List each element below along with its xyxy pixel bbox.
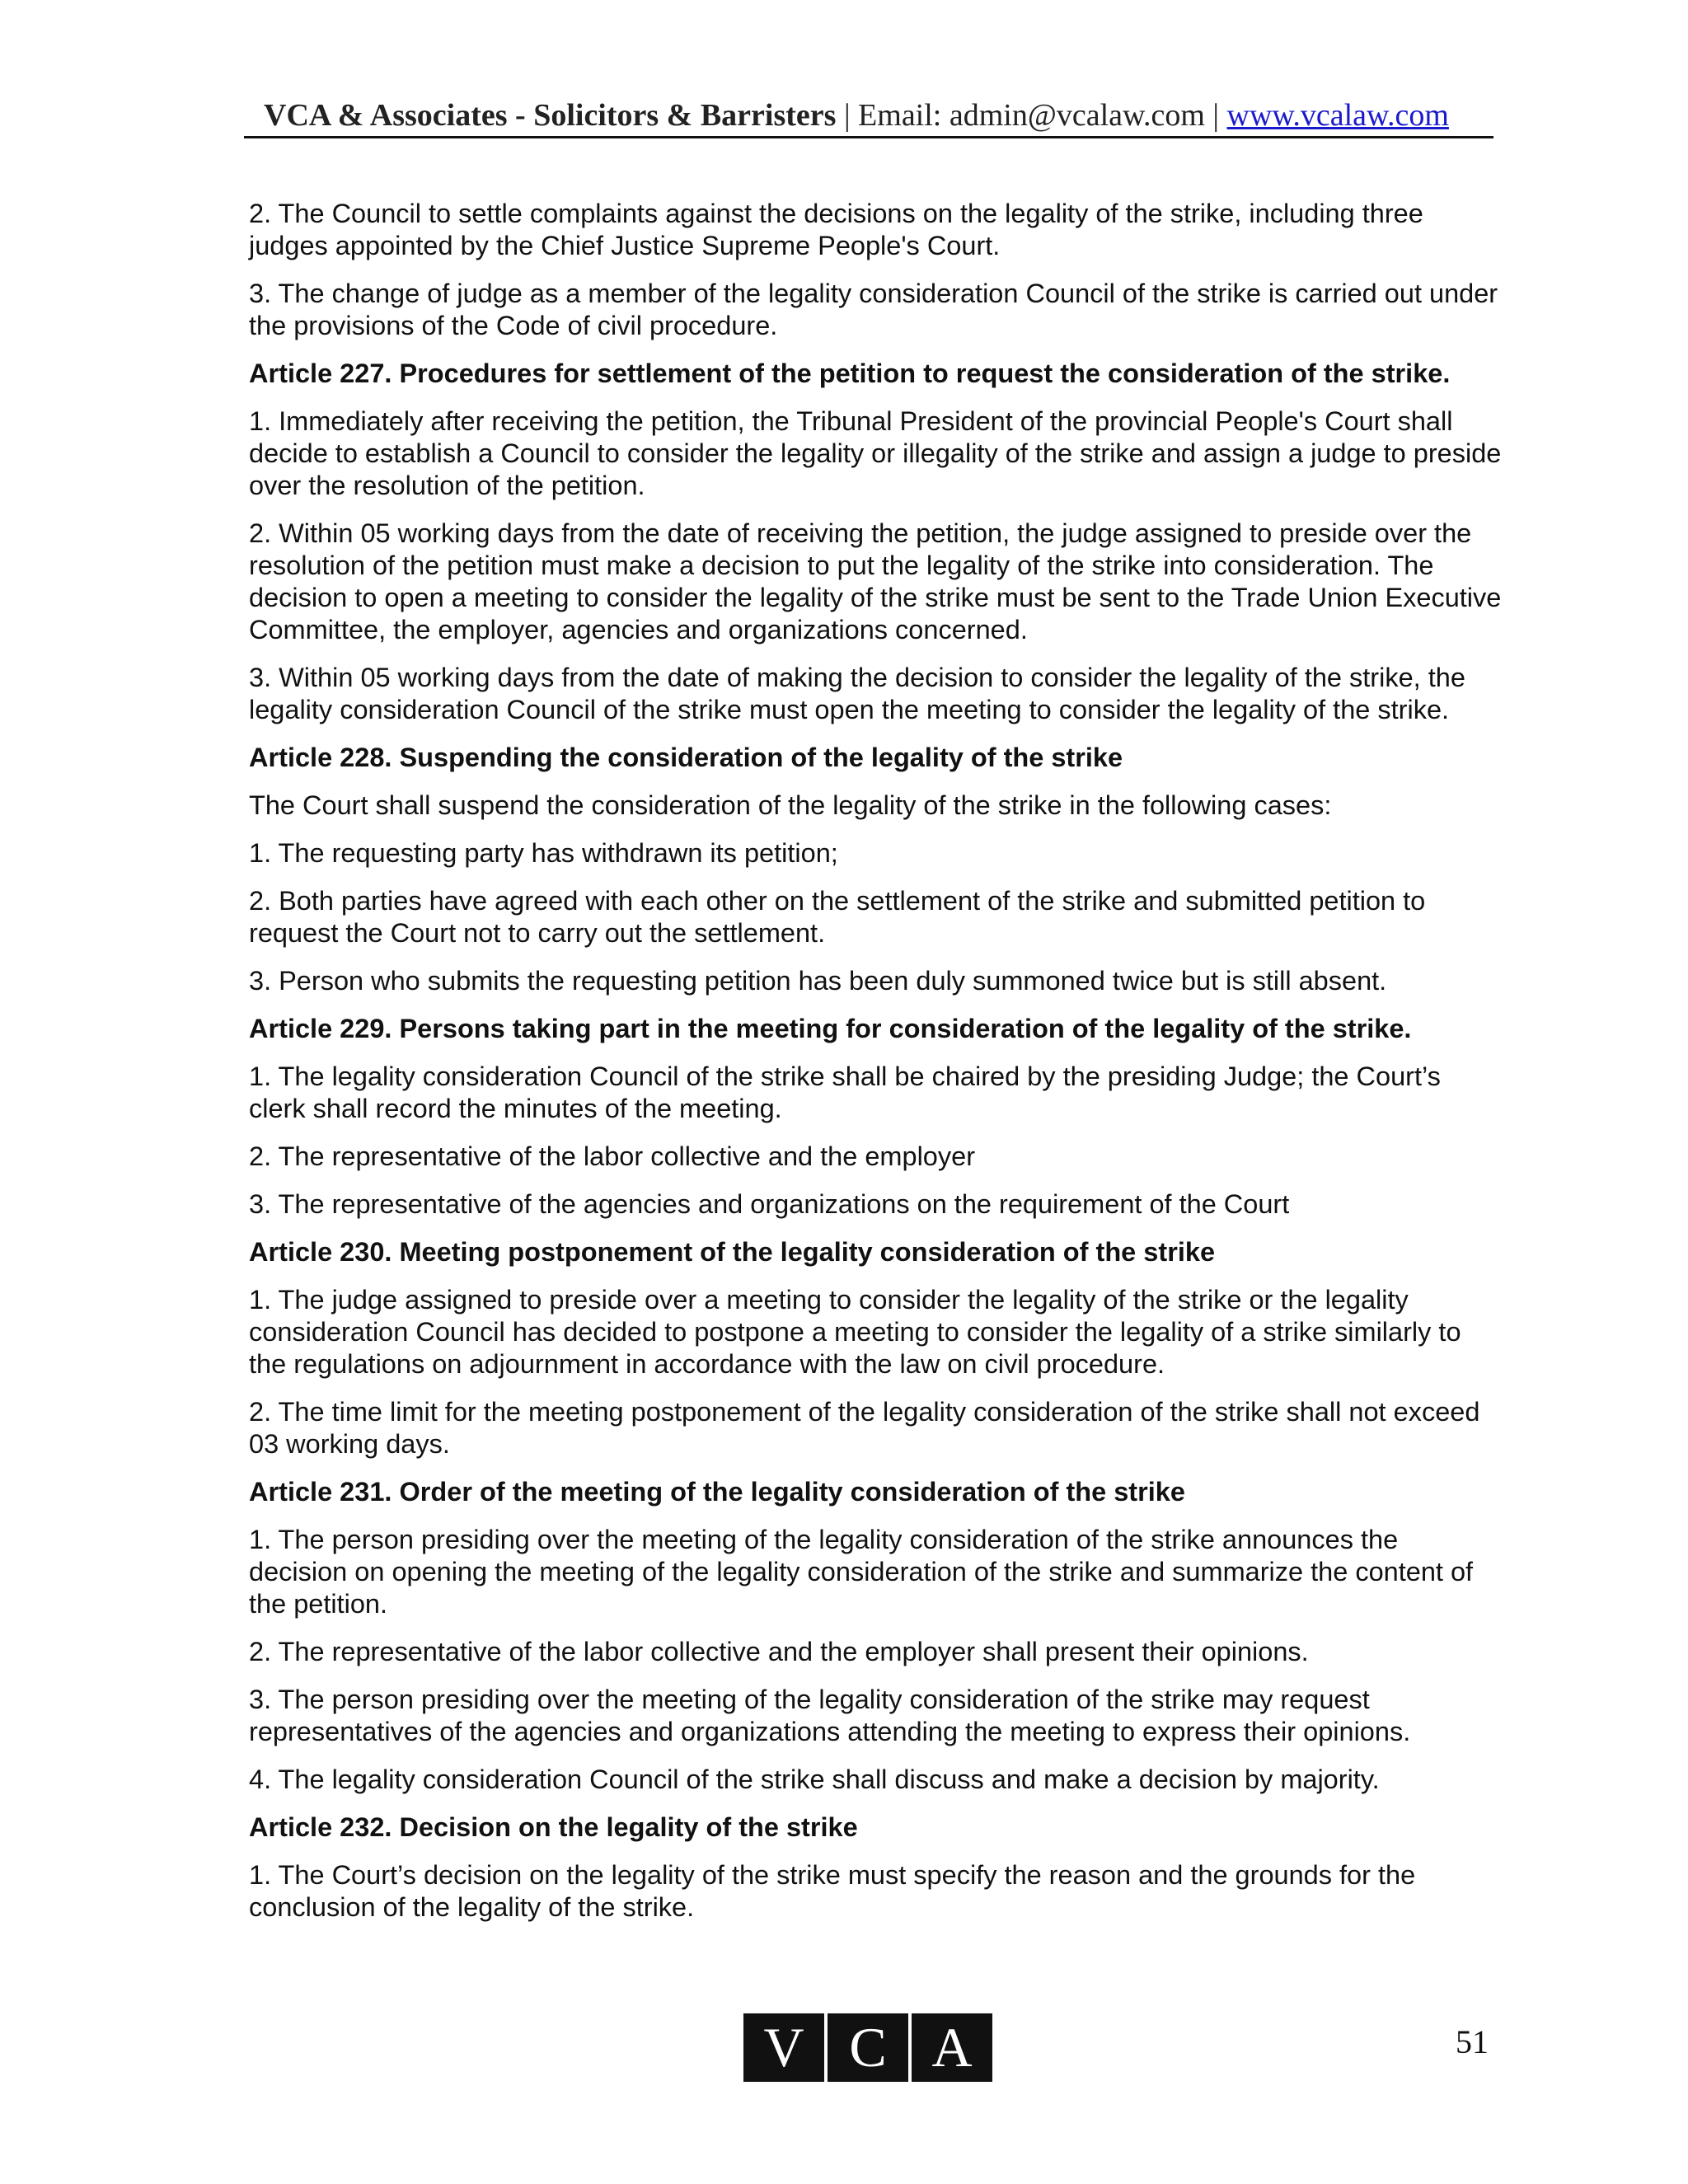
page-header <box>244 92 1493 138</box>
paragraph: 1. The judge assigned to preside over a meeting to consider the legality of the strike or the legality consideration Council has decided to postpone a meeting to consider the legality of a strike similarly to the regulations on adjournment in accordance with the law on civil procedure. <box>249 1285 1461 1379</box>
page-number: 51 <box>1456 2023 1489 2060</box>
vca-logo <box>743 2013 992 2082</box>
paragraph: 3. Within 05 working days from the date of making the decision to consider the legality of the strike, the legality consideration Council of the strike must open the meeting to consider the legality of the strike. <box>249 663 1465 724</box>
paragraph: 2. The representative of the labor collective and the employer <box>249 1141 976 1171</box>
logo-letter-a: A <box>912 2013 992 2082</box>
logo-letter-c: C <box>828 2013 908 2082</box>
paragraph: 3. The representative of the agencies and organizations on the requirement of the Court <box>249 1189 1290 1219</box>
article-heading: Article 229. Persons taking part in the meeting for consideration of the legality of the strike. <box>249 1014 1412 1043</box>
paragraph: 4. The legality consideration Council of the strike shall discuss and make a decision by majority. <box>249 1765 1380 1794</box>
website-link[interactable]: www.vcalaw.com <box>1226 98 1449 133</box>
paragraph: The Court shall suspend the consideration of the legality of the strike in the following cases: <box>249 790 1332 820</box>
paragraph: 1. The legality consideration Council of the strike shall be chaired by the presiding Judge; the Court’s clerk shall record the minutes of the meeting. <box>249 1062 1441 1123</box>
paragraph: 2. The Council to settle complaints against the decisions on the legality of the strike, including three judges appointed by the Chief Justice Supreme People's Court. <box>249 199 1423 260</box>
header-separator: | <box>1204 98 1227 133</box>
paragraph: 2. Both parties have agreed with each other on the settlement of the strike and submitted petition to request the Court not to carry out the settlement. <box>249 886 1426 948</box>
firm-name: VCA & Associates - Solicitors & Barristers <box>264 98 837 133</box>
paragraph: 1. The Court’s decision on the legality of the strike must specify the reason and the grounds for the conclusion of the legality of the strike. <box>249 1860 1416 1922</box>
paragraph: 3. The person presiding over the meeting of the legality consideration of the strike may request representatives of the agencies and organizations attending the meeting to express their opinions. <box>249 1685 1411 1746</box>
article-heading: Article 228. Suspending the consideration of the legality of the strike <box>249 743 1123 772</box>
paragraph: 3. The change of judge as a member of the legality consideration Council of the strike is carried out under the provisions of the Code of civil procedure. <box>249 279 1498 340</box>
article-heading: Article 231. Order of the meeting of the legality consideration of the strike <box>249 1477 1185 1507</box>
paragraph: 1. The person presiding over the meeting of the legality consideration of the strike announces the decision on opening the meeting of the legality consideration of the strike and summarize the content of the petition. <box>249 1525 1474 1619</box>
logo-letter-v: V <box>743 2013 824 2082</box>
header-email: Email: admin@vcalaw.com <box>858 98 1205 133</box>
article-heading: Article 230. Meeting postponement of the legality consideration of the strike <box>249 1237 1216 1267</box>
paragraph: 1. Immediately after receiving the petition, the Tribunal President of the provincial People's Court shall decide to establish a Council to consider the legality or illegality of the strike and assign a judge to preside over the resolution of the petition. <box>249 406 1502 500</box>
paragraph: 2. Within 05 working days from the date of receiving the petition, the judge assigned to preside over the resolution of the petition must make a decision to put the legality of the strike into consideration. The decision to open a meeting to consider the legality of the strike must be sent to the Trade Union Executive Committee, the employer, agencies and organizations concerned. <box>249 518 1502 644</box>
paragraph: 2. The time limit for the meeting postponement of the legality consideration of the strike shall not exceed 03 working days. <box>249 1397 1480 1459</box>
paragraph: 1. The requesting party has withdrawn its petition; <box>249 838 838 868</box>
paragraph: 2. The representative of the labor collective and the employer shall present their opinions. <box>249 1637 1309 1666</box>
document-body <box>249 198 1502 1939</box>
article-heading: Article 227. Procedures for settlement of the petition to request the consideration of the strike. <box>249 359 1451 388</box>
paragraph: 3. Person who submits the requesting petition has been duly summoned twice but is still absent. <box>249 966 1387 996</box>
article-heading: Article 232. Decision on the legality of the strike <box>249 1812 858 1842</box>
header-separator: | <box>836 98 859 133</box>
